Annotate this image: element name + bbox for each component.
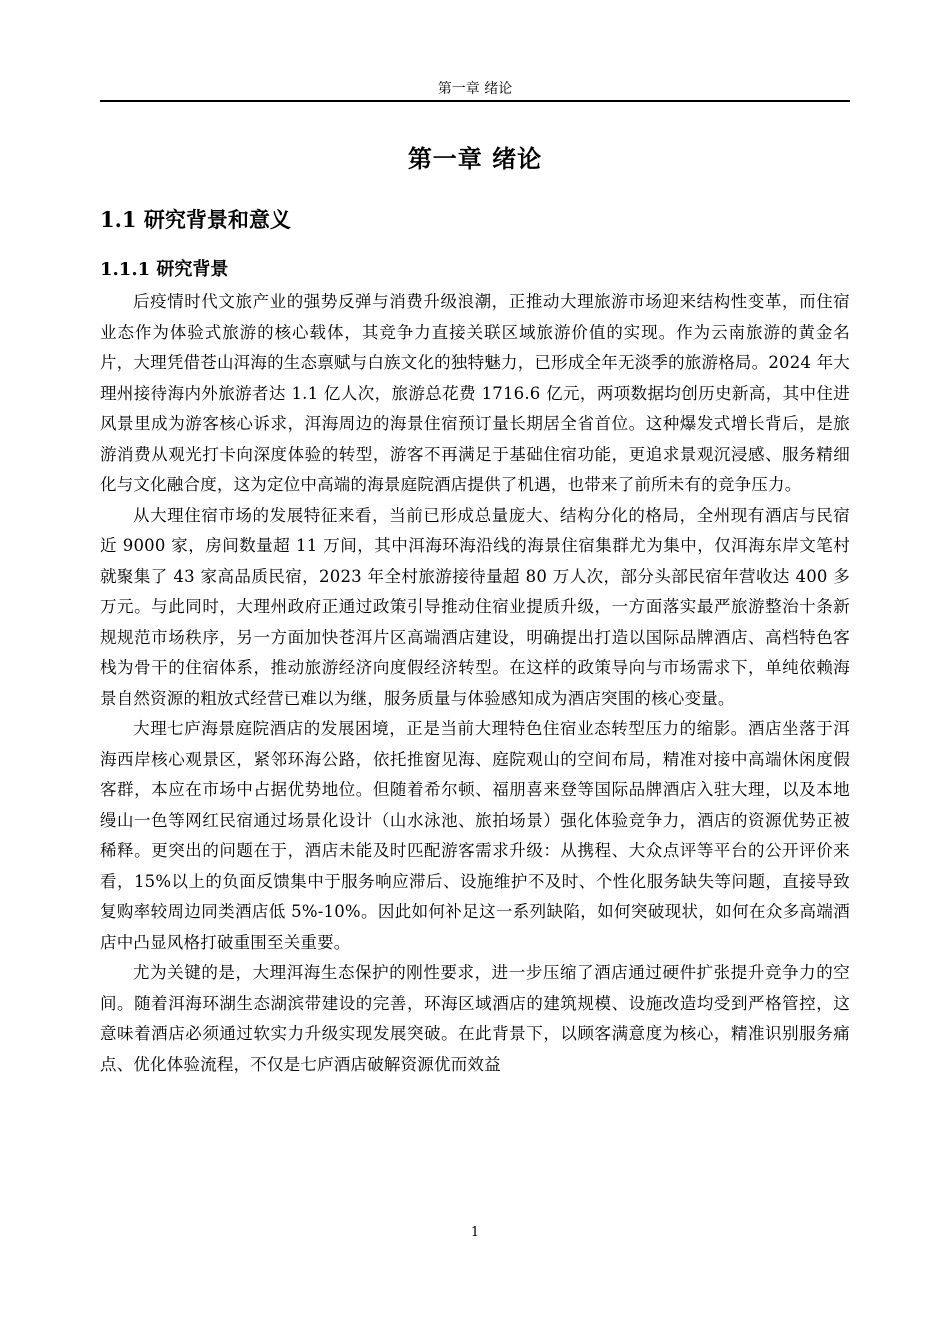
paragraph: 尤为关键的是，大理洱海生态保护的刚性要求，进一步压缩了酒店通过硬件扩张提升竞争力的空间。随着洱海环湖生态湖滨带建设的完善，环海区域酒店的建筑规模、设施改造均受到严格管控，这意味着酒店必须通过软实力升级实现发展突破。在此背景下，以顾客满意度为核心，精准识别服务痛点、优化体验流程，不仅是七庐酒店破解资源优而效益 [100, 963, 850, 1074]
running-header: 第一章 绪论 [437, 81, 513, 97]
paragraph: 从大理住宿市场的发展特征来看，当前已形成总量庞大、结构分化的格局，全州现有酒店与民宿近 9000 家，房间数量超 11 万间，其中洱海环海沿线的海景住宿集群尤为集中，仅洱海东岸文笔村就聚集了 43 家高品质民宿，2023 年全村旅游接待量超 80 万人次，部分头部民宿年营收达 400 多万元。与此同时，大理州政府正通过政策引导推动住宿业提质升级，一方面落实最严旅游整治十条新规规范市场秩序，另一方面加快苍洱片区高端酒店建设，明确提出打造以国际品牌酒店、高档特色客栈为骨干的住宿体系，推动旅游经济向度假经济转型。在这样的政策导向与市场需求下，单纯依赖海景自然资源的粗放式经营已难以为继，服务质量与体验感知成为酒店突围的核心变量。 [100, 505, 850, 708]
header-divider [100, 100, 850, 102]
paragraph: 大理七庐海景庭院酒店的发展困境，正是当前大理特色住宿业态转型压力的缩影。酒店坐落于洱海西岸核心观景区，紧邻环海公路，依托推窗见海、庭院观山的空间布局，精准对接中高端休闲度假客群，本应在市场中占据优势地位。但随着希尔顿、福朋喜来登等国际品牌酒店入驻大理，以及本地缦山一色等网红民宿通过场景化设计（山水泳池、旅拍场景）强化体验竞争力，酒店的资源优势正被稀释。更突出的问题在于，酒店未能及时匹配游客需求升级：从携程、大众点评等平台的公开评价来看，15%以上的负面反馈集中于服务响应滞后、设施维护不及时、个性化服务缺失等问题，直接导致复购率较周边同类酒店低 5%-10%。因此如何补足这一系列缺陷，如何突破现状，如何在众多高端酒店中凸显风格打破重围至关重要。 [100, 719, 850, 952]
body-text [100, 287, 850, 1080]
section-heading: 1.1 研究背景和意义 [100, 207, 291, 232]
subsection-heading: 1.1.1 研究背景 [100, 259, 229, 280]
page-number: 1 [470, 1225, 480, 1240]
paragraph: 后疫情时代文旅产业的强势反弹与消费升级浪潮，正推动大理旅游市场迎来结构性变革，而住宿业态作为体验式旅游的核心载体，其竞争力直接关联区域旅游价值的实现。作为云南旅游的黄金名片，大理凭借苍山洱海的生态禀赋与白族文化的独特魅力，已形成全年无淡季的旅游格局。2024 年大理州接待海内外旅游者达 1.1 亿人次，旅游总花费 1716.6 亿元，两项数据均创历史新高，其中住进风景里成为游客核心诉求，洱海周边的海景住宿预订量长期居全省首位。这种爆发式增长背后，是旅游消费从观光打卡向深度体验的转型，游客不再满足于基础住宿功能，更追求景观沉浸感、服务精细化与文化融合度，这为定位中高端的海景庭院酒店提供了机遇，也带来了前所未有的竞争压力。 [100, 292, 850, 494]
chapter-title: 第一章 绪论 [407, 144, 543, 173]
